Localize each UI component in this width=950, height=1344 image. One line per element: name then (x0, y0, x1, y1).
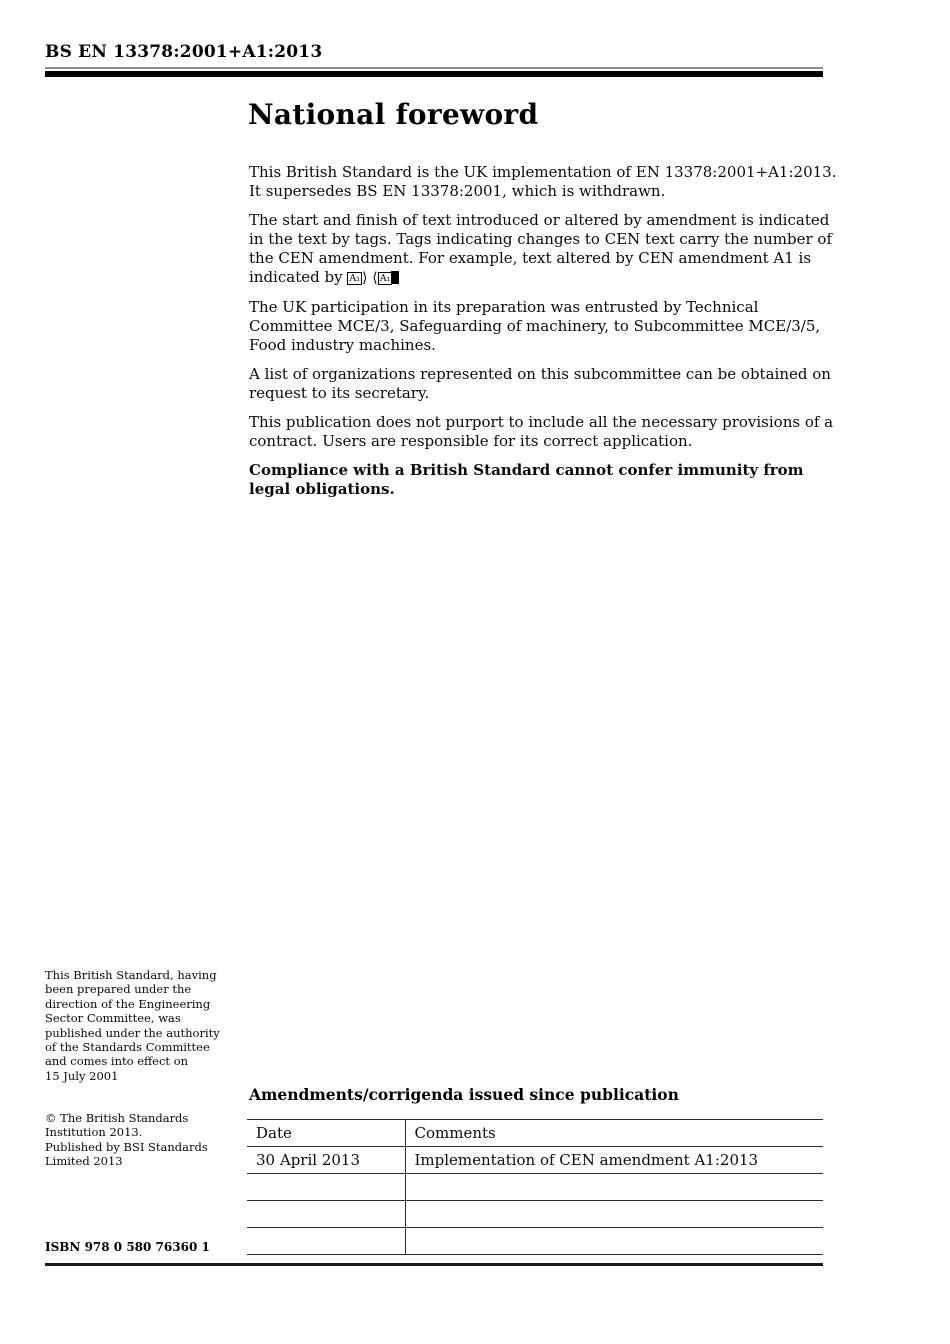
amendment-open-tag-icon: A₁ (349, 273, 360, 284)
column-header-comments: Comments (405, 1120, 823, 1147)
column-header-date: Date (247, 1120, 405, 1147)
paragraph-contract-provisions: This publication does not purport to include all the necessary provisions of a contract. Users are responsible for its correct application. (249, 413, 834, 450)
cell-date (247, 1201, 405, 1228)
paragraph-amendment-tags (249, 211, 833, 288)
paragraph-compliance-notice: Compliance with a British Standard cannot confer immunity from legal obligations. (249, 461, 804, 498)
table-header-row (247, 1120, 823, 1147)
paragraph-uk-participation: The UK participation in its preparation was entrusted by Technical Committee MCE/3, Safeguarding of machinery, to Subcommittee MCE/3/5, Food industry machines. (249, 298, 821, 354)
header-rule-thick (45, 71, 823, 77)
cell-date (247, 1174, 405, 1201)
amendments-table (247, 1119, 823, 1255)
cell-date (247, 1228, 405, 1255)
amendment-tags (347, 268, 399, 286)
cell-comments (405, 1201, 823, 1228)
table-row (247, 1201, 823, 1228)
amendment-open-tag-angle: ⟩ (362, 270, 368, 286)
amendment-close-tag-block-icon (391, 271, 399, 284)
table-row (247, 1147, 823, 1174)
cell-comments (405, 1228, 823, 1255)
amendment-close-tag-icon: A₁ (379, 273, 391, 284)
copyright-notice: © The British Standards Institution 2013. Published by BSI Standards Limited 2013 (45, 1111, 208, 1169)
amendment-close-tag-angle: ⟨ (372, 270, 378, 286)
paragraph-amendment-tags-text: The start and finish of text introduced or altered by amendment is indicated in the text by tags. Tags indicating changes to CEN text carry the number of the CEN amendment. For example, text altered by CEN amendment A1 is indicated by (249, 211, 833, 286)
table-row (247, 1174, 823, 1201)
cell-date: 30 April 2013 (247, 1147, 405, 1174)
cell-comments: Implementation of CEN amendment A1:2013 (405, 1147, 823, 1174)
cell-comments (405, 1174, 823, 1201)
table-row (247, 1228, 823, 1255)
page-bottom-rule (45, 1263, 823, 1266)
paragraph-organizations-list: A list of organizations represented on this subcommittee can be obtained on request to its secretary. (249, 365, 831, 402)
amendments-heading: Amendments/corrigenda issued since publication (249, 1085, 679, 1104)
foreword-body (249, 163, 837, 509)
publication-note: This British Standard, having been prepared under the direction of the Engineering Sector Committee, was published under the authority of the Standards Committee and comes into effect on 15 July 2001 (45, 968, 220, 1083)
isbn-label: ISBN 978 0 580 76360 1 (45, 1240, 210, 1254)
page-title: National foreword (248, 98, 539, 131)
paragraph-uk-implementation: This British Standard is the UK implementation of EN 13378:2001+A1:2013. It supersedes BS EN 13378:2001, which is withdrawn. (249, 163, 837, 200)
running-header: BS EN 13378:2001+A1:2013 (45, 42, 323, 62)
header-rule-thin (45, 67, 823, 69)
